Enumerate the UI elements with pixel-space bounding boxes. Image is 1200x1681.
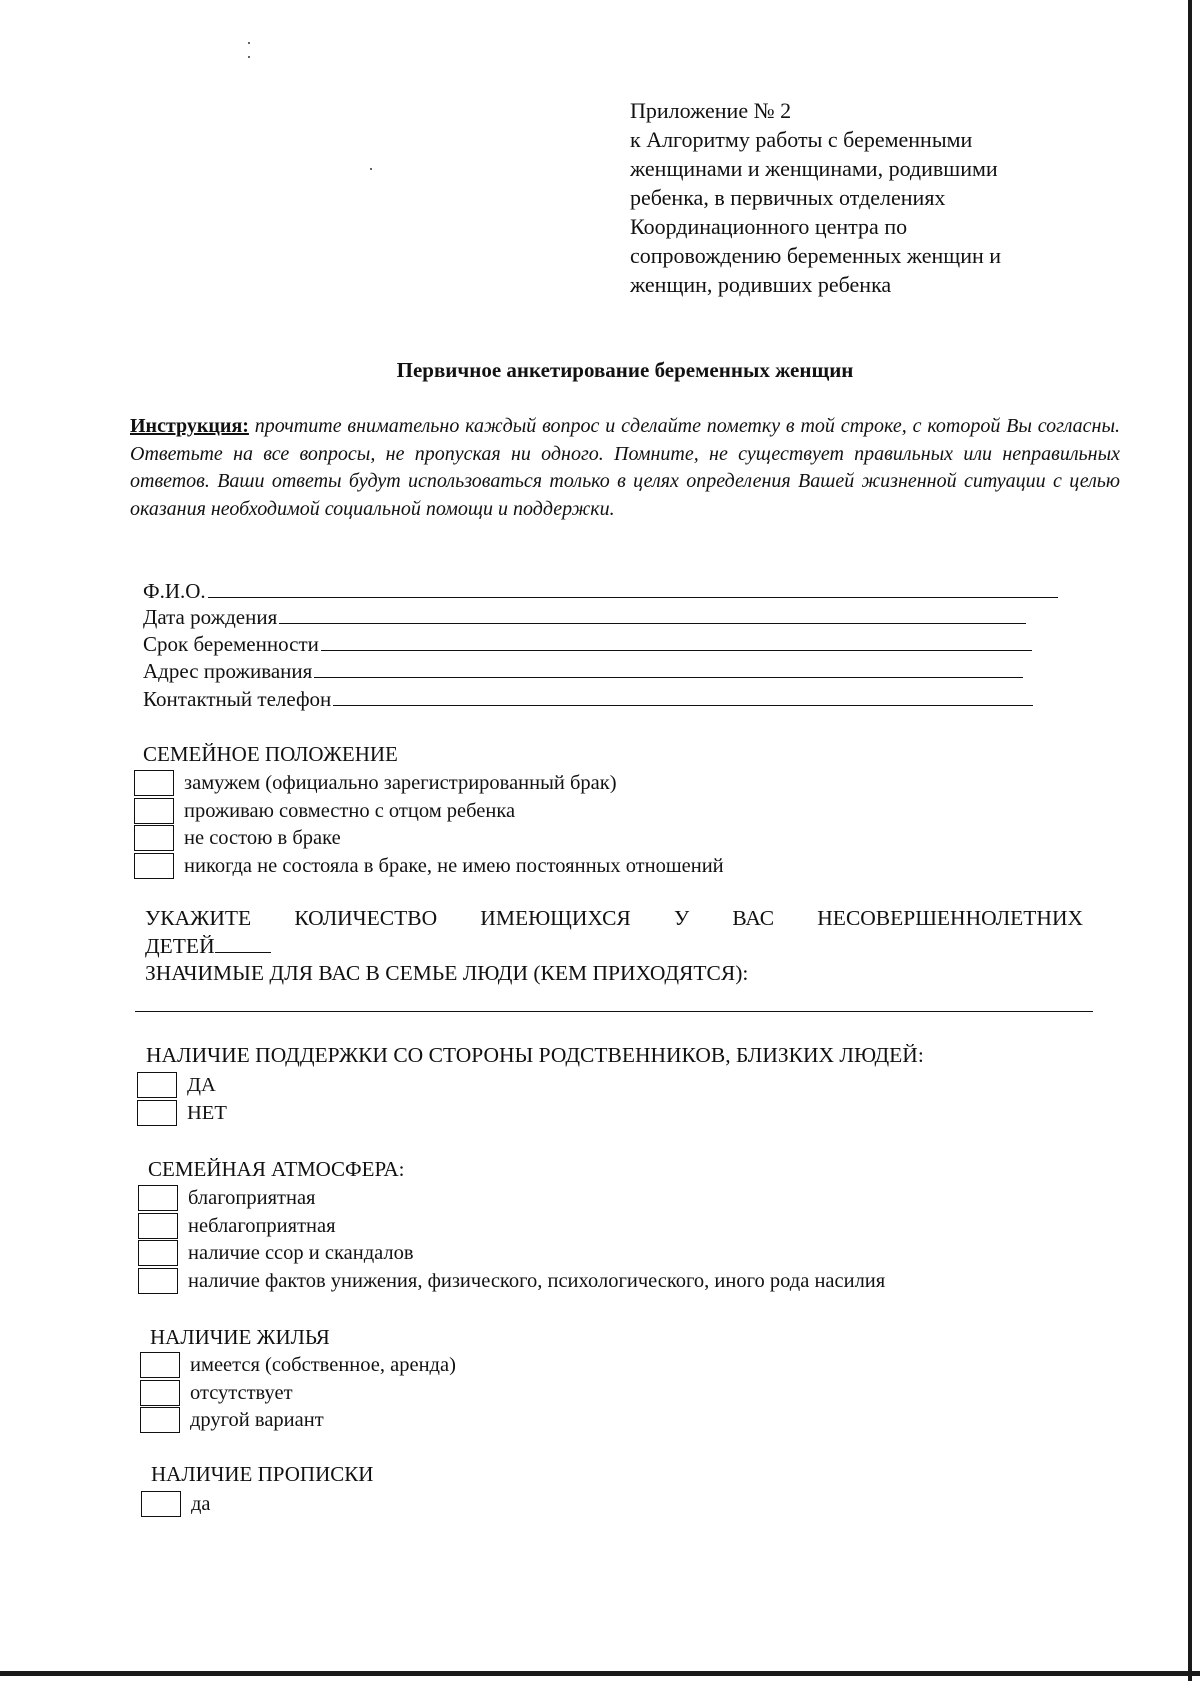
checkbox-row xyxy=(140,1407,456,1435)
checkbox[interactable] xyxy=(134,798,174,824)
checkbox-row xyxy=(134,770,724,798)
checkbox[interactable] xyxy=(138,1185,178,1211)
checkbox-row xyxy=(138,1240,885,1268)
checklist-support xyxy=(137,1072,227,1127)
scan-edge-right xyxy=(1188,0,1192,1681)
checkbox-row xyxy=(138,1185,885,1213)
appendix-line: Приложение № 2 xyxy=(630,98,792,123)
checkbox[interactable] xyxy=(140,1352,180,1378)
checklist-registration xyxy=(141,1491,211,1519)
option-label: неблагоприятная xyxy=(188,1214,336,1237)
field-label: Дата рождения xyxy=(143,605,278,629)
option-label: никогда не состояла в браке, не имею постоянных отношений xyxy=(184,854,724,877)
appendix-line: женщинами и женщинами, родившими xyxy=(630,156,998,181)
fill-line[interactable] xyxy=(321,630,1032,651)
option-label: ДА xyxy=(187,1074,216,1097)
option-label: замужем (официально зарегистрированный брак) xyxy=(184,772,617,795)
option-label: НЕТ xyxy=(187,1101,227,1124)
field-label: Адрес проживания xyxy=(143,659,313,683)
option-label: отсутствует xyxy=(190,1381,293,1404)
option-label: не состою в браке xyxy=(184,827,341,850)
option-label: да xyxy=(191,1493,211,1516)
children-count-blank[interactable] xyxy=(215,932,271,953)
children-label: ДЕТЕЙ xyxy=(145,934,215,958)
checkbox[interactable] xyxy=(138,1268,178,1294)
checkbox[interactable] xyxy=(137,1100,177,1126)
checklist-family-atmosphere xyxy=(138,1185,885,1295)
checkbox-row xyxy=(141,1491,211,1519)
checkbox-row xyxy=(140,1352,456,1380)
checkbox[interactable] xyxy=(138,1213,178,1239)
field-birth-date xyxy=(143,603,1026,630)
option-label: наличие ссор и скандалов xyxy=(188,1242,414,1265)
word: НЕСОВЕРШЕННОЛЕТНИХ xyxy=(817,906,1083,930)
appendix-line: женщин, родивших ребенка xyxy=(630,272,892,297)
significant-people-fill-line[interactable] xyxy=(135,1011,1093,1012)
word: У xyxy=(673,906,690,930)
children-question xyxy=(145,905,1083,987)
option-label: благоприятная xyxy=(188,1187,316,1210)
checklist-marital-status xyxy=(134,770,724,880)
instruction-lead: Инструкция: xyxy=(130,415,249,437)
checkbox-row xyxy=(134,825,724,853)
checkbox-row xyxy=(138,1213,885,1241)
word: ИМЕЮЩИХСЯ xyxy=(480,906,631,930)
field-label: Срок беременности xyxy=(143,632,319,656)
option-label: другой вариант xyxy=(190,1409,324,1432)
checkbox[interactable] xyxy=(141,1491,181,1517)
checkbox-row xyxy=(137,1072,227,1100)
word: КОЛИЧЕСТВО xyxy=(294,906,438,930)
appendix-header xyxy=(630,96,1100,299)
appendix-line: сопровождению беременных женщин и xyxy=(630,243,1002,268)
field-label: Контактный телефон xyxy=(143,687,332,711)
scan-speck xyxy=(248,56,250,58)
checkbox-row xyxy=(134,798,724,826)
checkbox[interactable] xyxy=(134,825,174,851)
checkbox-row xyxy=(138,1268,885,1296)
section-title-registration: НАЛИЧИЕ ПРОПИСКИ xyxy=(151,1462,374,1486)
checkbox-row xyxy=(134,853,724,881)
field-label: Ф.И.О. xyxy=(143,579,206,603)
word: ВАС xyxy=(732,906,775,930)
children-count-line xyxy=(145,932,1083,960)
field-full-name xyxy=(143,577,1058,604)
option-label: наличие фактов унижения, физического, психологического, иного рода насилия xyxy=(188,1269,886,1292)
appendix-line: ребенка, в первичных отделениях xyxy=(630,185,946,210)
fill-line[interactable] xyxy=(208,577,1058,598)
scan-speck xyxy=(370,168,372,170)
children-question-line xyxy=(145,905,1083,932)
fill-line[interactable] xyxy=(333,685,1033,706)
checkbox[interactable] xyxy=(138,1240,178,1266)
section-title-family-atmosphere: СЕМЕЙНАЯ АТМОСФЕРА: xyxy=(148,1157,405,1181)
instruction-paragraph xyxy=(130,413,1120,523)
field-pregnancy-term xyxy=(143,630,1032,657)
fill-line[interactable] xyxy=(279,603,1026,624)
significant-people-label: ЗНАЧИМЫЕ ДЛЯ ВАС В СЕМЬЕ ЛЮДИ (КЕМ ПРИХОДЯТСЯ): xyxy=(145,961,749,985)
scan-speck xyxy=(248,42,250,44)
checkbox[interactable] xyxy=(134,770,174,796)
instruction-text: прочтите внимательно каждый вопрос и сделайте пометку в той строке, с которой Вы согласны. Ответьте на все вопросы, не пропуская ни одного. Помните, не существует правильных или неправильных ответов. Ваши ответы будут использоваться только в целях определения Вашей жизненной ситуации с целью оказания необходимой социальной помощи и поддержки. xyxy=(130,415,1121,520)
checkbox[interactable] xyxy=(140,1407,180,1433)
page-title: Первичное анкетирование беременных женщин xyxy=(396,358,854,382)
section-title-support: НАЛИЧИЕ ПОДДЕРЖКИ СО СТОРОНЫ РОДСТВЕННИКОВ, БЛИЗКИХ ЛЮДЕЙ: xyxy=(146,1043,924,1067)
checkbox[interactable] xyxy=(137,1072,177,1098)
appendix-line: к Алгоритму работы с беременными xyxy=(630,127,973,152)
option-label: имеется (собственное, аренда) xyxy=(190,1354,456,1377)
checkbox-row xyxy=(137,1100,227,1128)
scan-edge-bottom xyxy=(0,1671,1200,1676)
checkbox-row xyxy=(140,1380,456,1408)
word: УКАЖИТЕ xyxy=(145,906,252,930)
fill-line[interactable] xyxy=(314,657,1023,678)
checkbox[interactable] xyxy=(140,1380,180,1406)
checklist-housing xyxy=(140,1352,456,1435)
checkbox[interactable] xyxy=(134,853,174,879)
field-address xyxy=(143,657,1023,684)
section-title-housing: НАЛИЧИЕ ЖИЛЬЯ xyxy=(150,1325,330,1349)
option-label: проживаю совместно с отцом ребенка xyxy=(184,799,516,822)
field-phone xyxy=(143,685,1033,712)
appendix-line: Координационного центра по xyxy=(630,214,908,239)
section-title-marital-status: СЕМЕЙНОЕ ПОЛОЖЕНИЕ xyxy=(143,742,398,766)
